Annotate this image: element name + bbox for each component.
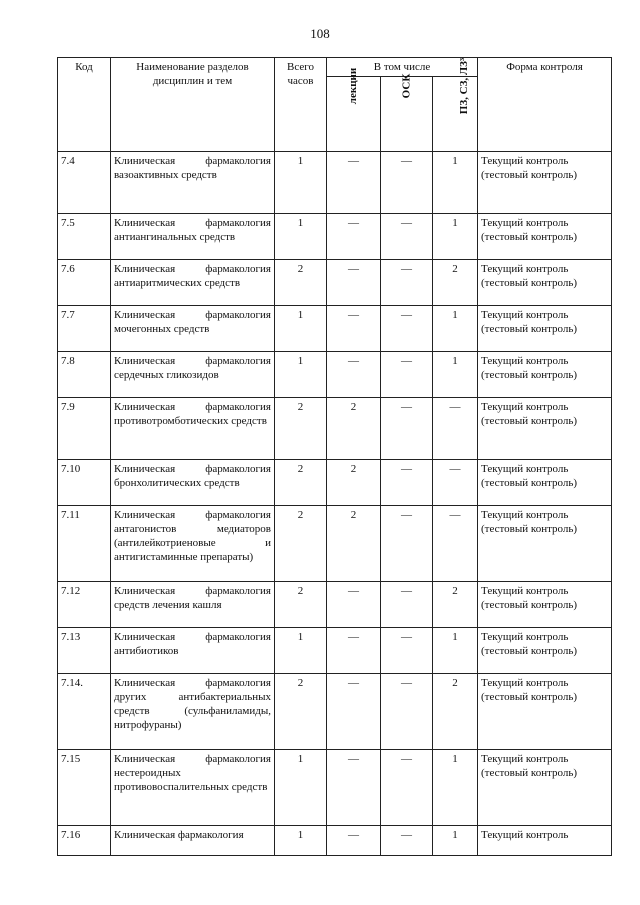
row-pz: — [433,398,478,460]
row-lectures: — [327,260,381,306]
row-code: 7.16 [58,826,111,856]
header-osk [381,73,433,152]
row-pz: — [433,506,478,582]
table-row [58,826,612,856]
header-name: Наименование разделов дисциплин и тем [111,58,275,152]
row-name: Клиническая фармакология сердечных гликозидов [111,352,275,398]
row-osk: — [381,214,433,260]
row-total: 2 [275,260,327,306]
header-code: Код [58,58,111,152]
row-control-form: Текущий контроль [478,826,612,856]
row-code: 7.12 [58,582,111,628]
row-osk: — [381,152,433,214]
table-row [58,582,612,628]
row-pz: 2 [433,260,478,306]
row-name: Клиническая фармакология антагонистов медиаторов (антилейкотриеновые и антигистаминные препараты) [111,506,275,582]
row-osk: — [381,826,433,856]
row-osk: — [381,352,433,398]
row-lectures: — [327,826,381,856]
row-code: 7.4 [58,152,111,214]
row-control-form: Текущий контроль (тестовый контроль) [478,506,612,582]
table-row [58,674,612,750]
row-code: 7.6 [58,260,111,306]
row-name: Клиническая фармакология [111,826,275,856]
row-control-form: Текущий контроль (тестовый контроль) [478,398,612,460]
row-pz: 1 [433,352,478,398]
header-pz [433,57,478,152]
row-lectures: — [327,214,381,260]
row-osk: — [381,506,433,582]
table-row [58,214,612,260]
table-row [58,460,612,506]
row-lectures: — [327,628,381,674]
table-row [58,506,612,582]
row-name: Клиническая фармакология вазоактивных средств [111,152,275,214]
row-code: 7.14. [58,674,111,750]
row-code: 7.10 [58,460,111,506]
row-pz: 1 [433,306,478,352]
row-control-form: Текущий контроль (тестовый контроль) [478,214,612,260]
row-name: Клиническая фармакология антиаритмических средств [111,260,275,306]
row-code: 7.15 [58,750,111,826]
row-code: 7.13 [58,628,111,674]
header-osk-label: ОСК [400,73,413,99]
row-name: Клиническая фармакология противотромботических средств [111,398,275,460]
row-lectures: 2 [327,398,381,460]
row-code: 7.8 [58,352,111,398]
row-lectures: — [327,306,381,352]
row-name: Клиническая фармакология антибиотиков [111,628,275,674]
row-total: 1 [275,750,327,826]
row-control-form: Текущий контроль (тестовый контроль) [478,674,612,750]
row-control-form: Текущий контроль (тестовый контроль) [478,582,612,628]
row-control-form: Текущий контроль (тестовый контроль) [478,750,612,826]
row-total: 2 [275,460,327,506]
row-pz: 1 [433,628,478,674]
row-pz: 2 [433,674,478,750]
row-name: Клиническая фармакология бронхолитических средств [111,460,275,506]
row-lectures: — [327,582,381,628]
row-lectures: — [327,152,381,214]
table-row [58,628,612,674]
row-code: 7.7 [58,306,111,352]
row-osk: — [381,582,433,628]
row-pz: 1 [433,152,478,214]
row-total: 2 [275,398,327,460]
row-osk: — [381,306,433,352]
table-row [58,152,612,214]
row-name: Клиническая фармакология антиангинальных средств [111,214,275,260]
header-lectures-label: лекции [347,67,360,105]
curriculum-table [57,57,612,856]
row-name: Клиническая фармакология средств лечения кашля [111,582,275,628]
row-name: Клиническая фармакология мочегонных средств [111,306,275,352]
row-osk: — [381,628,433,674]
row-lectures: 2 [327,506,381,582]
row-total: 2 [275,506,327,582]
row-total: 2 [275,674,327,750]
row-pz: 2 [433,582,478,628]
header-lectures [327,67,381,152]
table-row [58,306,612,352]
row-lectures: — [327,750,381,826]
row-total: 1 [275,214,327,260]
table-row [58,398,612,460]
row-control-form: Текущий контроль (тестовый контроль) [478,260,612,306]
row-pz: 1 [433,750,478,826]
row-control-form: Текущий контроль (тестовый контроль) [478,306,612,352]
row-name: Клиническая фармакология нестероидных противовоспалительных средств [111,750,275,826]
row-total: 1 [275,826,327,856]
row-osk: — [381,750,433,826]
row-control-form: Текущий контроль (тестовый контроль) [478,628,612,674]
row-control-form: Текущий контроль (тестовый контроль) [478,352,612,398]
row-code: 7.5 [58,214,111,260]
row-code: 7.9 [58,398,111,460]
row-osk: — [381,674,433,750]
header-including: В том числе [327,58,478,77]
row-total: 1 [275,352,327,398]
row-total: 1 [275,628,327,674]
row-lectures: — [327,352,381,398]
row-lectures: — [327,674,381,750]
row-total: 1 [275,306,327,352]
page-number: 108 [310,26,330,41]
row-pz: 1 [433,826,478,856]
row-control-form: Текущий контроль (тестовый контроль) [478,152,612,214]
row-osk: — [381,460,433,506]
table-row [58,750,612,826]
header-pz-label: ПЗ, СЗ, ЛЗ³ [458,57,471,115]
header-control-form: Форма контроля [478,58,612,152]
row-code: 7.11 [58,506,111,582]
row-lectures: 2 [327,460,381,506]
row-pz: — [433,460,478,506]
row-pz: 1 [433,214,478,260]
row-name: Клиническая фармакология других антибактериальных средств (сульфаниламиды, нитрофураны) [111,674,275,750]
row-control-form: Текущий контроль (тестовый контроль) [478,460,612,506]
row-osk: — [381,260,433,306]
row-total: 1 [275,152,327,214]
table-row [58,352,612,398]
header-total-hours: Всего часов [275,58,327,152]
row-total: 2 [275,582,327,628]
table-row [58,260,612,306]
row-osk: — [381,398,433,460]
